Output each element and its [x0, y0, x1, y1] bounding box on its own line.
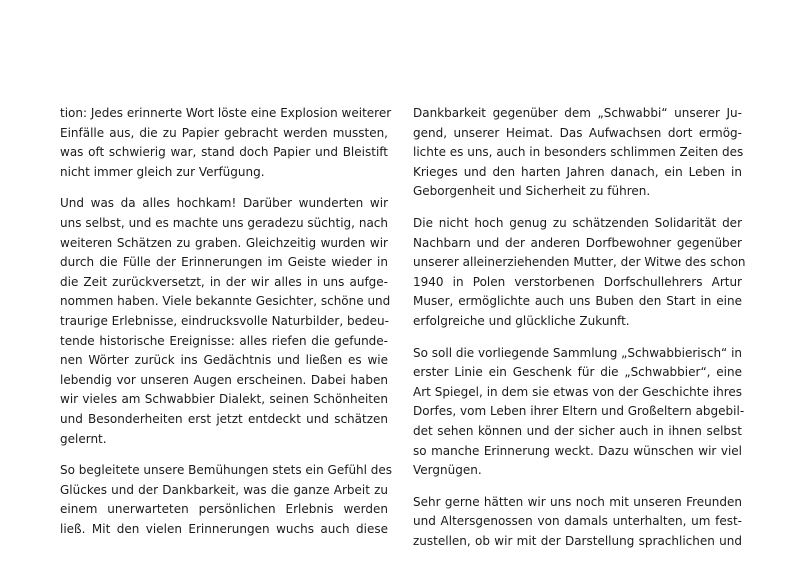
text-line: Krieges und den harten Jahren danach, ein Leben in	[413, 164, 742, 179]
text-line: und Besonderheiten erst jetzt entdeckt und schätzen	[60, 411, 388, 426]
text-line: nen Wörter zurück ins Gedächtnis und ließen es wie	[60, 353, 388, 368]
text-line: Und was da alles hochkam! Darüber wunderten wir	[60, 196, 388, 211]
text-line: erfolgreiche und glückliche Zukunft.	[413, 313, 630, 328]
text-line: so manche Erinnerung weckt. Dazu wünschen wir viel	[413, 443, 742, 458]
text-line: zustellen, ob wir mit der Darstellung sprachlichen und	[413, 533, 742, 548]
text-line: gelernt.	[60, 431, 107, 446]
text-line: weiteren Schätzen zu graben. Gleichzeitig wurden wir	[60, 235, 388, 250]
text-line: unserer alleinerziehenden Mutter, der Witwe des schon	[413, 255, 746, 270]
text-line: und Altersgenossen von damals unterhalten, um fest-	[413, 514, 742, 529]
paragraph	[60, 194, 391, 449]
text-line: So begleitete unsere Bemühungen stets ein Gefühl des	[60, 463, 393, 478]
text-line: wir vieles am Schwabbier Dialekt, seinen Schönheiten	[60, 392, 388, 407]
text-line: Art Spiegel, in dem sie etwas von der Geschichte ihres	[413, 384, 742, 399]
text-line: uns selbst, und es machte uns geradezu süchtig, nach	[60, 215, 388, 230]
paragraph	[413, 344, 745, 481]
text-line: einem unerwarteten persönlichen Erlebnis werden	[60, 502, 388, 517]
text-line: 1940 in Polen verstorbenen Dorfschullehrers Artur	[413, 274, 742, 289]
text-line: det sehen können und der sicher auch in ihnen selbst	[413, 423, 742, 438]
text-line: tion: Jedes erinnerte Wort löste eine Explosion weiterer	[60, 106, 392, 120]
text-line: nommen haben. Viele bekannte Gesichter, schöne und	[60, 294, 391, 309]
paragraph	[60, 461, 393, 539]
text-line: tende historische Ereignisse: alles riefen die gefunde-	[60, 333, 388, 348]
text-line: Muser, ermöglichte auch uns Buben den Start in eine	[413, 294, 742, 309]
text-line: nicht immer gleich zur Verfügung.	[60, 164, 265, 179]
text-line: die Zeit zurückversetzt, in der wir alles in uns aufge-	[60, 274, 388, 289]
paragraph	[413, 104, 742, 202]
left-text-column	[60, 104, 393, 551]
text-line: ließ. Mit den vielen Erinnerungen wuchs auch diese	[60, 521, 388, 536]
text-line: Die nicht hoch genug zu schätzenden Solidarität der	[413, 215, 742, 230]
text-line: lebendig vor unseren Augen erscheinen. Dabei haben	[60, 372, 388, 387]
paragraph	[60, 104, 392, 182]
paragraph	[413, 214, 746, 332]
text-line: Geborgenheit und Sicherheit zu führen.	[413, 184, 651, 199]
text-line: gend, unserer Heimat. Das Aufwachsen dort ermög-	[413, 125, 742, 140]
text-line: So soll die vorliegende Sammlung „Schwabbierisch“ in	[413, 345, 743, 360]
text-line: Dorfes, vom Leben ihrer Eltern und Großeltern abgebil-	[413, 404, 745, 419]
text-line: traurige Erlebnisse, eindrucksvolle Naturbilder, bedeu-	[60, 313, 389, 328]
text-line: was oft schwierig war, stand doch Papier und Bleistift	[60, 145, 388, 160]
text-line: Sehr gerne hätten wir uns noch mit unseren Freunden	[413, 494, 742, 509]
text-line: lichte es uns, auch in besonders schlimmen Zeiten des	[413, 145, 744, 160]
text-line: Dankbarkeit gegenüber dem „Schwabbi“ unserer Ju-	[413, 106, 742, 120]
text-line: durch die Fülle der Erinnerungen im Geiste wieder in	[60, 255, 388, 270]
right-text-column	[413, 104, 746, 563]
text-line: Nachbarn und der anderen Dorfbewohner gegenüber	[413, 235, 742, 250]
text-line: Vergnügen.	[413, 463, 482, 478]
text-line: Einfälle aus, die zu Papier gebracht werden mussten,	[60, 125, 388, 140]
text-line: erster Linie ein Geschenk für die „Schwabbier“, eine	[413, 365, 742, 380]
paragraph	[413, 493, 742, 552]
text-line: Glückes und der Dankbarkeit, was die ganze Arbeit zu	[60, 482, 388, 497]
